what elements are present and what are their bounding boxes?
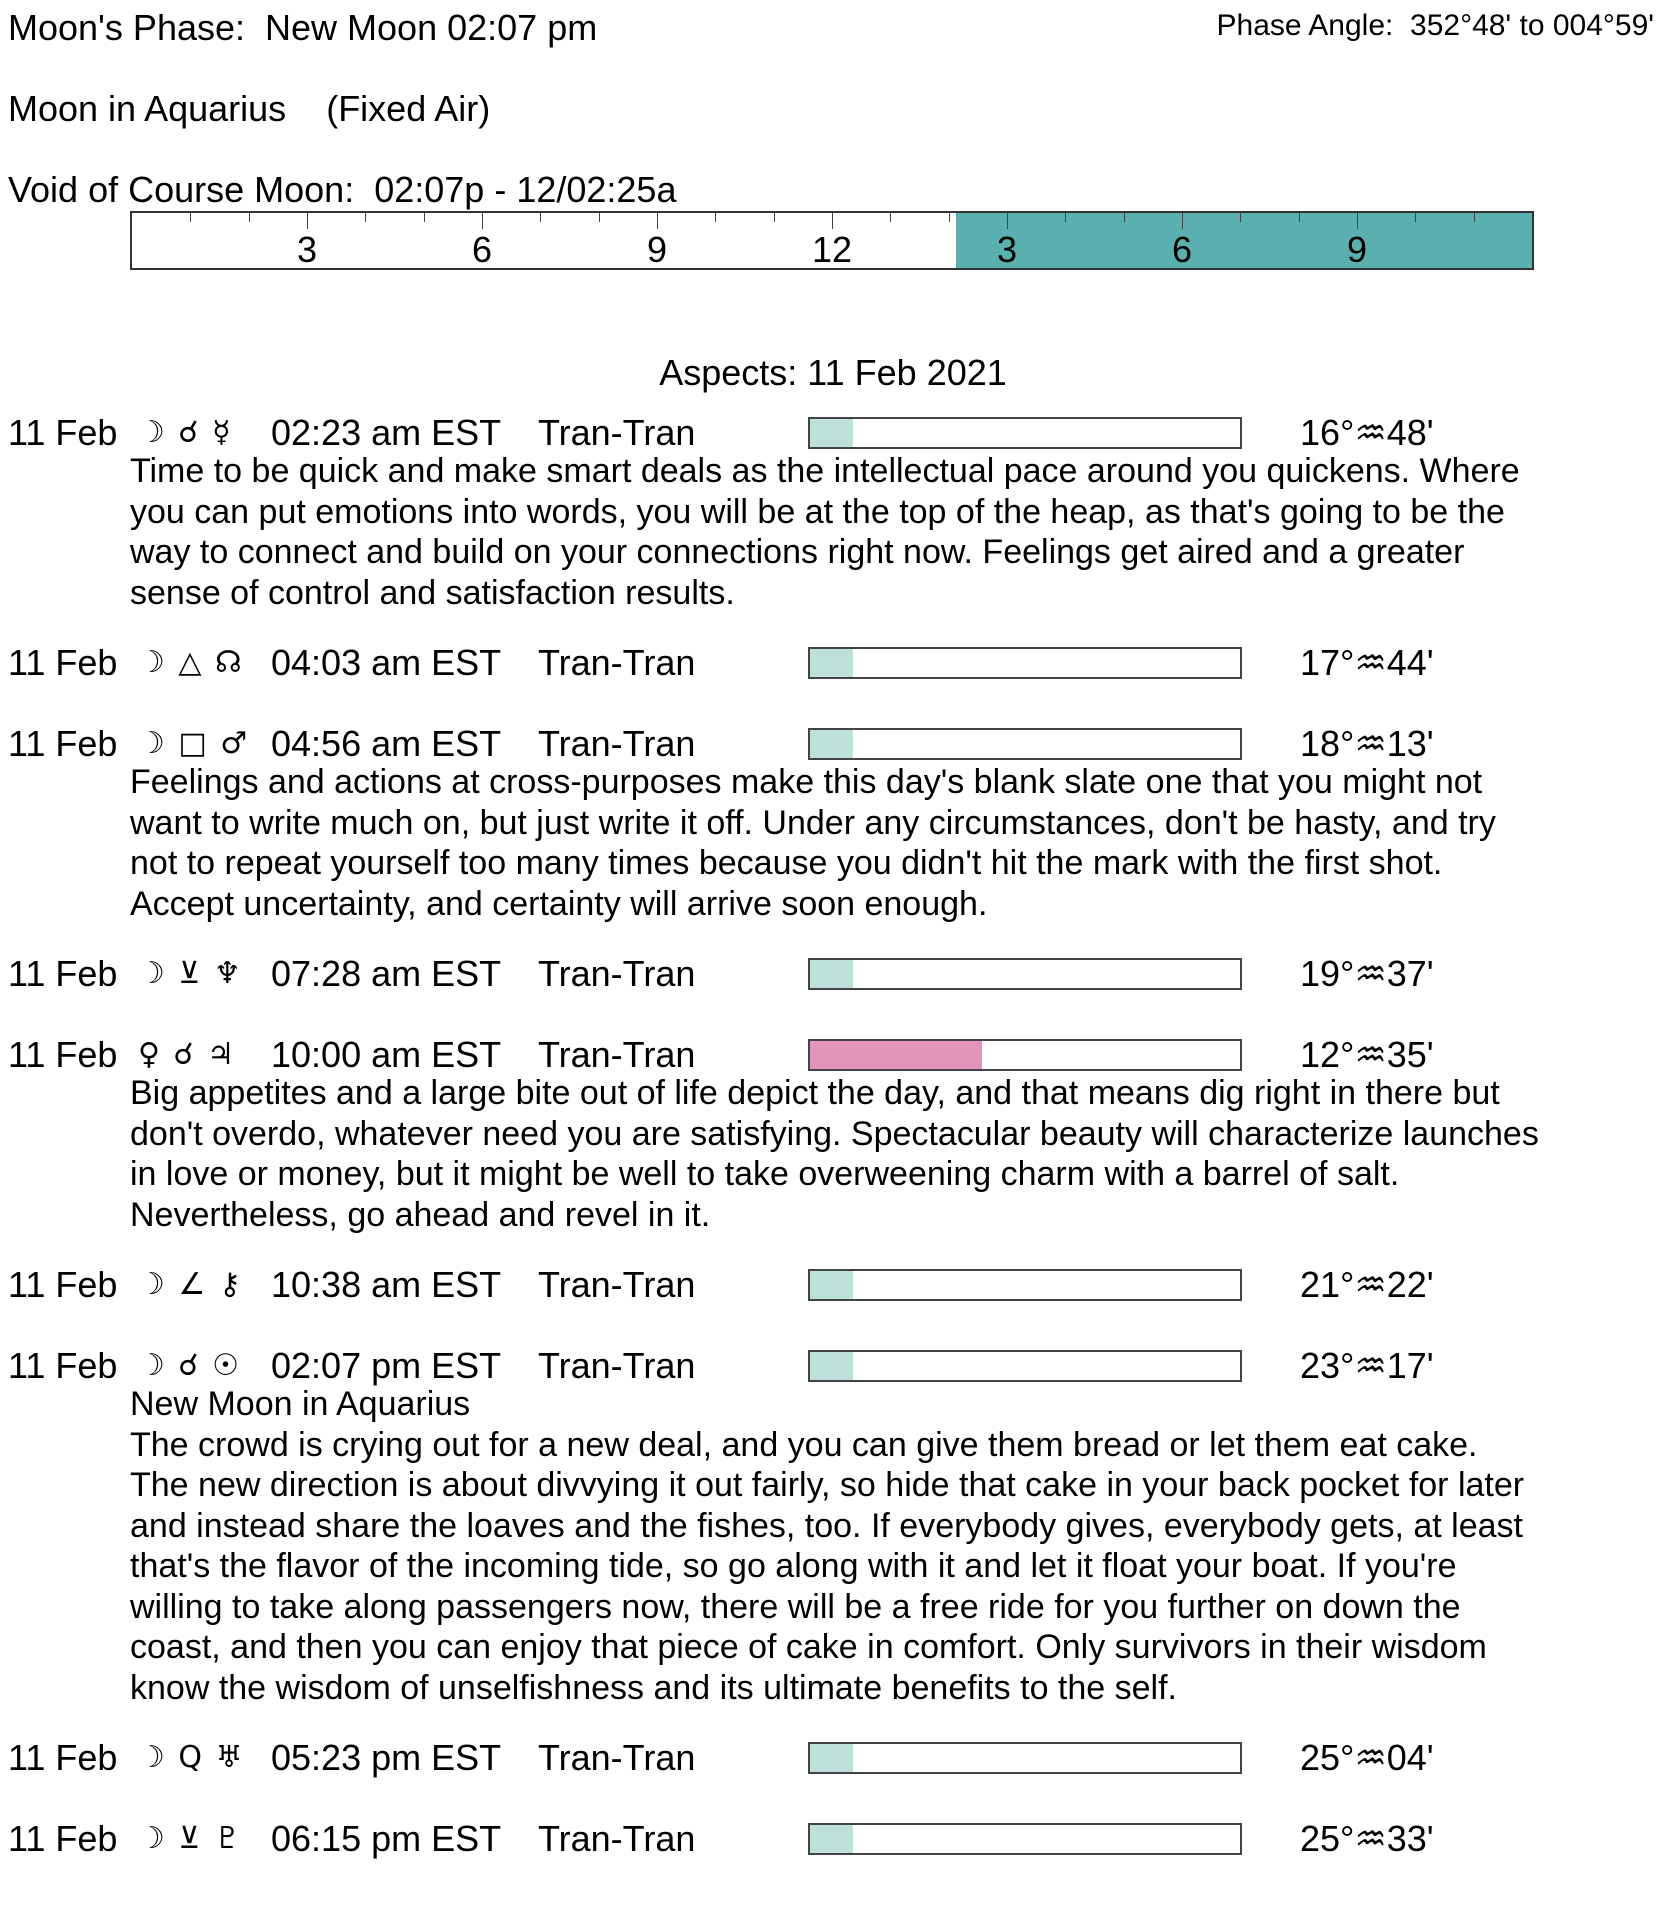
timeline-tick — [1299, 213, 1300, 222]
aspect-date: 11 Feb — [8, 1737, 118, 1778]
timeline-tick — [249, 213, 250, 222]
aspect-glyphs: ☽ □ ♂ — [138, 726, 250, 761]
aspect-type: Tran-Tran — [538, 1034, 696, 1075]
aspect-time: 04:03 am EST — [271, 642, 502, 683]
void-label: Void of Course Moon: — [8, 169, 355, 210]
aspect-strength-bar — [808, 1350, 1242, 1382]
timeline-hour-label: 9 — [1346, 229, 1368, 270]
timeline-hour-label: 6 — [471, 229, 493, 270]
void-of-course — [8, 168, 676, 212]
aspect-time: 02:23 am EST — [271, 412, 502, 453]
aspect-date: 11 Feb — [8, 1345, 118, 1386]
void-period-fill — [956, 213, 1532, 268]
aspect-strength-bar — [808, 1742, 1242, 1774]
aspect-time: 10:38 am EST — [271, 1264, 502, 1305]
aspect-type: Tran-Tran — [538, 1818, 696, 1859]
aspect-date: 11 Feb — [8, 1264, 118, 1305]
aspect-strength-bar — [808, 958, 1242, 990]
aspects-title: Aspects: 11 Feb 2021 — [659, 352, 1007, 393]
aspect-position: 12°♒35' — [1300, 1034, 1434, 1075]
aspect-description-line: New Moon in Aquarius — [130, 1385, 471, 1423]
aspect-description-line: Feelings and actions at cross-purposes make this day's blank slate one that you might not — [130, 763, 1483, 801]
aspect-description-line: you can put emotions into words, you will be at the top of the heap, as that's going to be the — [130, 492, 1505, 531]
aspect-time: 05:23 pm EST — [271, 1737, 502, 1778]
moon-sign-quality: (Fixed Air) — [326, 88, 491, 129]
timeline-hour-label: 6 — [1171, 229, 1193, 270]
aspect-description-line: Time to be quick and make smart deals as the intellectual pace around you quickens. Where — [130, 452, 1520, 490]
aspect-glyphs: ☽ ∠ ⚷ — [138, 1267, 243, 1302]
moon-phase-value: New Moon 02:07 pm — [265, 7, 598, 48]
aspect-type: Tran-Tran — [538, 1264, 696, 1305]
aspect-strength-fill — [810, 960, 853, 988]
aspect-glyphs: ♀ ☌ ♃ — [138, 1037, 237, 1072]
timeline-tick — [1415, 213, 1416, 222]
aspect-date: 11 Feb — [8, 1034, 118, 1075]
aspect-position: 23°♒17' — [1300, 1345, 1434, 1386]
phase-angle-value: 352°48' to 004°59' — [1410, 9, 1654, 42]
aspect-strength-fill — [810, 419, 853, 447]
aspect-description-line: willing to take along passengers now, there will be a free ride for you further on down the — [130, 1587, 1461, 1626]
timeline-hour-label: 9 — [646, 229, 668, 270]
phase-angle-label: Phase Angle: — [1216, 9, 1394, 42]
aspect-description-line: sense of control and satisfaction results. — [130, 573, 735, 612]
timeline-tick — [1357, 213, 1358, 229]
moon-sign — [8, 87, 490, 131]
aspect-strength-fill — [810, 730, 853, 758]
timeline-tick — [482, 213, 483, 229]
aspect-date: 11 Feb — [8, 1818, 118, 1859]
timeline-tick — [715, 213, 716, 222]
timeline-hour-label: 3 — [996, 229, 1018, 270]
aspect-glyphs: ☽ ⊻ ♆ — [138, 956, 243, 991]
aspect-position: 17°♒44' — [1300, 642, 1434, 683]
phase-angle — [1217, 8, 1654, 44]
aspect-description-line: that's the flavor of the incoming tide, so go along with it and let it float your boat. If you're — [130, 1547, 1457, 1585]
aspect-date: 11 Feb — [8, 723, 118, 764]
timeline-tick — [949, 213, 950, 222]
aspect-description-line: want to write much on, but just write it off. Under any circumstances, don't be hasty, and try — [130, 803, 1496, 842]
aspect-position: 25°♒33' — [1300, 1818, 1434, 1859]
moon-phase — [8, 6, 597, 50]
aspect-strength-bar — [808, 1039, 1242, 1071]
aspect-description-line: not to repeat yourself too many times because you didn't hit the mark with the first shot. — [130, 844, 1443, 882]
aspect-description — [130, 762, 1660, 924]
aspect-strength-bar — [808, 728, 1242, 760]
timeline-tick — [365, 213, 366, 222]
moon-sign-value: Moon in Aquarius — [8, 88, 287, 129]
timeline-tick — [307, 213, 308, 229]
aspect-position: 21°♒22' — [1300, 1264, 1434, 1305]
aspect-type: Tran-Tran — [538, 953, 696, 994]
timeline-tick — [1007, 213, 1008, 229]
timeline-tick — [190, 213, 191, 222]
aspect-glyphs: ☽ Q ♅ — [138, 1740, 245, 1775]
timeline-hour-label: 12 — [811, 229, 853, 270]
aspect-description-line: coast, and then you can enjoy that piece of cake in comfort. Only survivors in their wisdom — [130, 1628, 1487, 1666]
aspect-type: Tran-Tran — [538, 723, 696, 764]
aspect-strength-bar — [808, 417, 1242, 449]
aspect-description — [130, 451, 1660, 613]
aspect-strength-bar — [808, 647, 1242, 679]
aspect-description-line: Nevertheless, go ahead and revel in it. — [130, 1195, 711, 1234]
aspect-description-line: and instead share the loaves and the fishes, too. If everybody gives, everybody gets, at least — [130, 1506, 1523, 1545]
timeline-tick — [1124, 213, 1125, 222]
timeline-tick — [424, 213, 425, 222]
aspect-strength-fill — [810, 1352, 853, 1380]
timeline-tick — [599, 213, 600, 222]
aspect-strength-bar — [808, 1823, 1242, 1855]
aspect-glyphs: ☽ ⊻ ♇ — [138, 1821, 243, 1856]
timeline-tick — [1240, 213, 1241, 222]
aspect-strength-fill — [810, 1825, 853, 1853]
aspect-type: Tran-Tran — [538, 412, 696, 453]
aspect-type: Tran-Tran — [538, 1345, 696, 1386]
aspect-description-line: know the wisdom of unselfishness and its ultimate benefits to the self. — [130, 1668, 1177, 1707]
aspect-description-line: The new direction is about divvying it out fairly, so hide that cake in your back pocket for later — [130, 1466, 1525, 1504]
aspect-description-line: way to connect and build on your connections right now. Feelings get aired and a greater — [130, 533, 1465, 571]
aspect-date: 11 Feb — [8, 953, 118, 994]
timeline-hour-label: 3 — [296, 229, 318, 270]
aspect-position: 19°♒37' — [1300, 953, 1434, 994]
timeline-tick — [832, 213, 833, 229]
timeline-tick — [1182, 213, 1183, 229]
aspect-glyphs: ☽ ☌ ☉ — [138, 1348, 242, 1383]
aspect-time: 06:15 pm EST — [271, 1818, 502, 1859]
aspect-glyphs: ☽ ☌ ☿ — [138, 415, 233, 450]
aspect-description — [130, 1384, 1660, 1708]
aspect-date: 11 Feb — [8, 642, 118, 683]
aspect-time: 02:07 pm EST — [271, 1345, 502, 1386]
aspect-description-line: Big appetites and a large bite out of life depict the day, and that means dig right in there but — [130, 1074, 1500, 1112]
void-timeline — [130, 211, 1534, 270]
aspect-description-line: The crowd is crying out for a new deal, and you can give them bread or let them eat cake. — [130, 1425, 1478, 1464]
aspect-strength-fill — [810, 1744, 853, 1772]
aspect-type: Tran-Tran — [538, 1737, 696, 1778]
aspect-type: Tran-Tran — [538, 642, 696, 683]
timeline-tick — [1474, 213, 1475, 222]
aspect-strength-bar — [808, 1269, 1242, 1301]
aspect-strength-fill — [810, 1271, 853, 1299]
aspect-position: 25°♒04' — [1300, 1737, 1434, 1778]
aspect-strength-fill — [810, 1041, 982, 1069]
timeline-tick — [1065, 213, 1066, 222]
aspect-glyphs: ☽ △ ☊ — [138, 645, 244, 680]
moon-phase-label: Moon's Phase: — [8, 7, 246, 48]
timeline-tick — [774, 213, 775, 222]
timeline-tick — [890, 213, 891, 222]
aspect-time: 04:56 am EST — [271, 723, 502, 764]
aspect-date: 11 Feb — [8, 412, 118, 453]
aspect-position: 18°♒13' — [1300, 723, 1434, 764]
aspect-description — [130, 1073, 1660, 1235]
timeline-tick — [540, 213, 541, 222]
aspect-description-line: don't overdo, whatever need you are satisfying. Spectacular beauty will characterize launches — [130, 1114, 1539, 1153]
timeline-tick — [657, 213, 658, 229]
aspect-time: 07:28 am EST — [271, 953, 502, 994]
aspect-description-line: in love or money, but it might be well to take overweening charm with a barrel of salt. — [130, 1155, 1400, 1193]
aspect-position: 16°♒48' — [1300, 412, 1434, 453]
aspect-time: 10:00 am EST — [271, 1034, 502, 1075]
void-value: 02:07p - 12/02:25a — [374, 169, 677, 210]
aspect-strength-fill — [810, 649, 853, 677]
aspect-description-line: Accept uncertainty, and certainty will arrive soon enough. — [130, 884, 988, 923]
